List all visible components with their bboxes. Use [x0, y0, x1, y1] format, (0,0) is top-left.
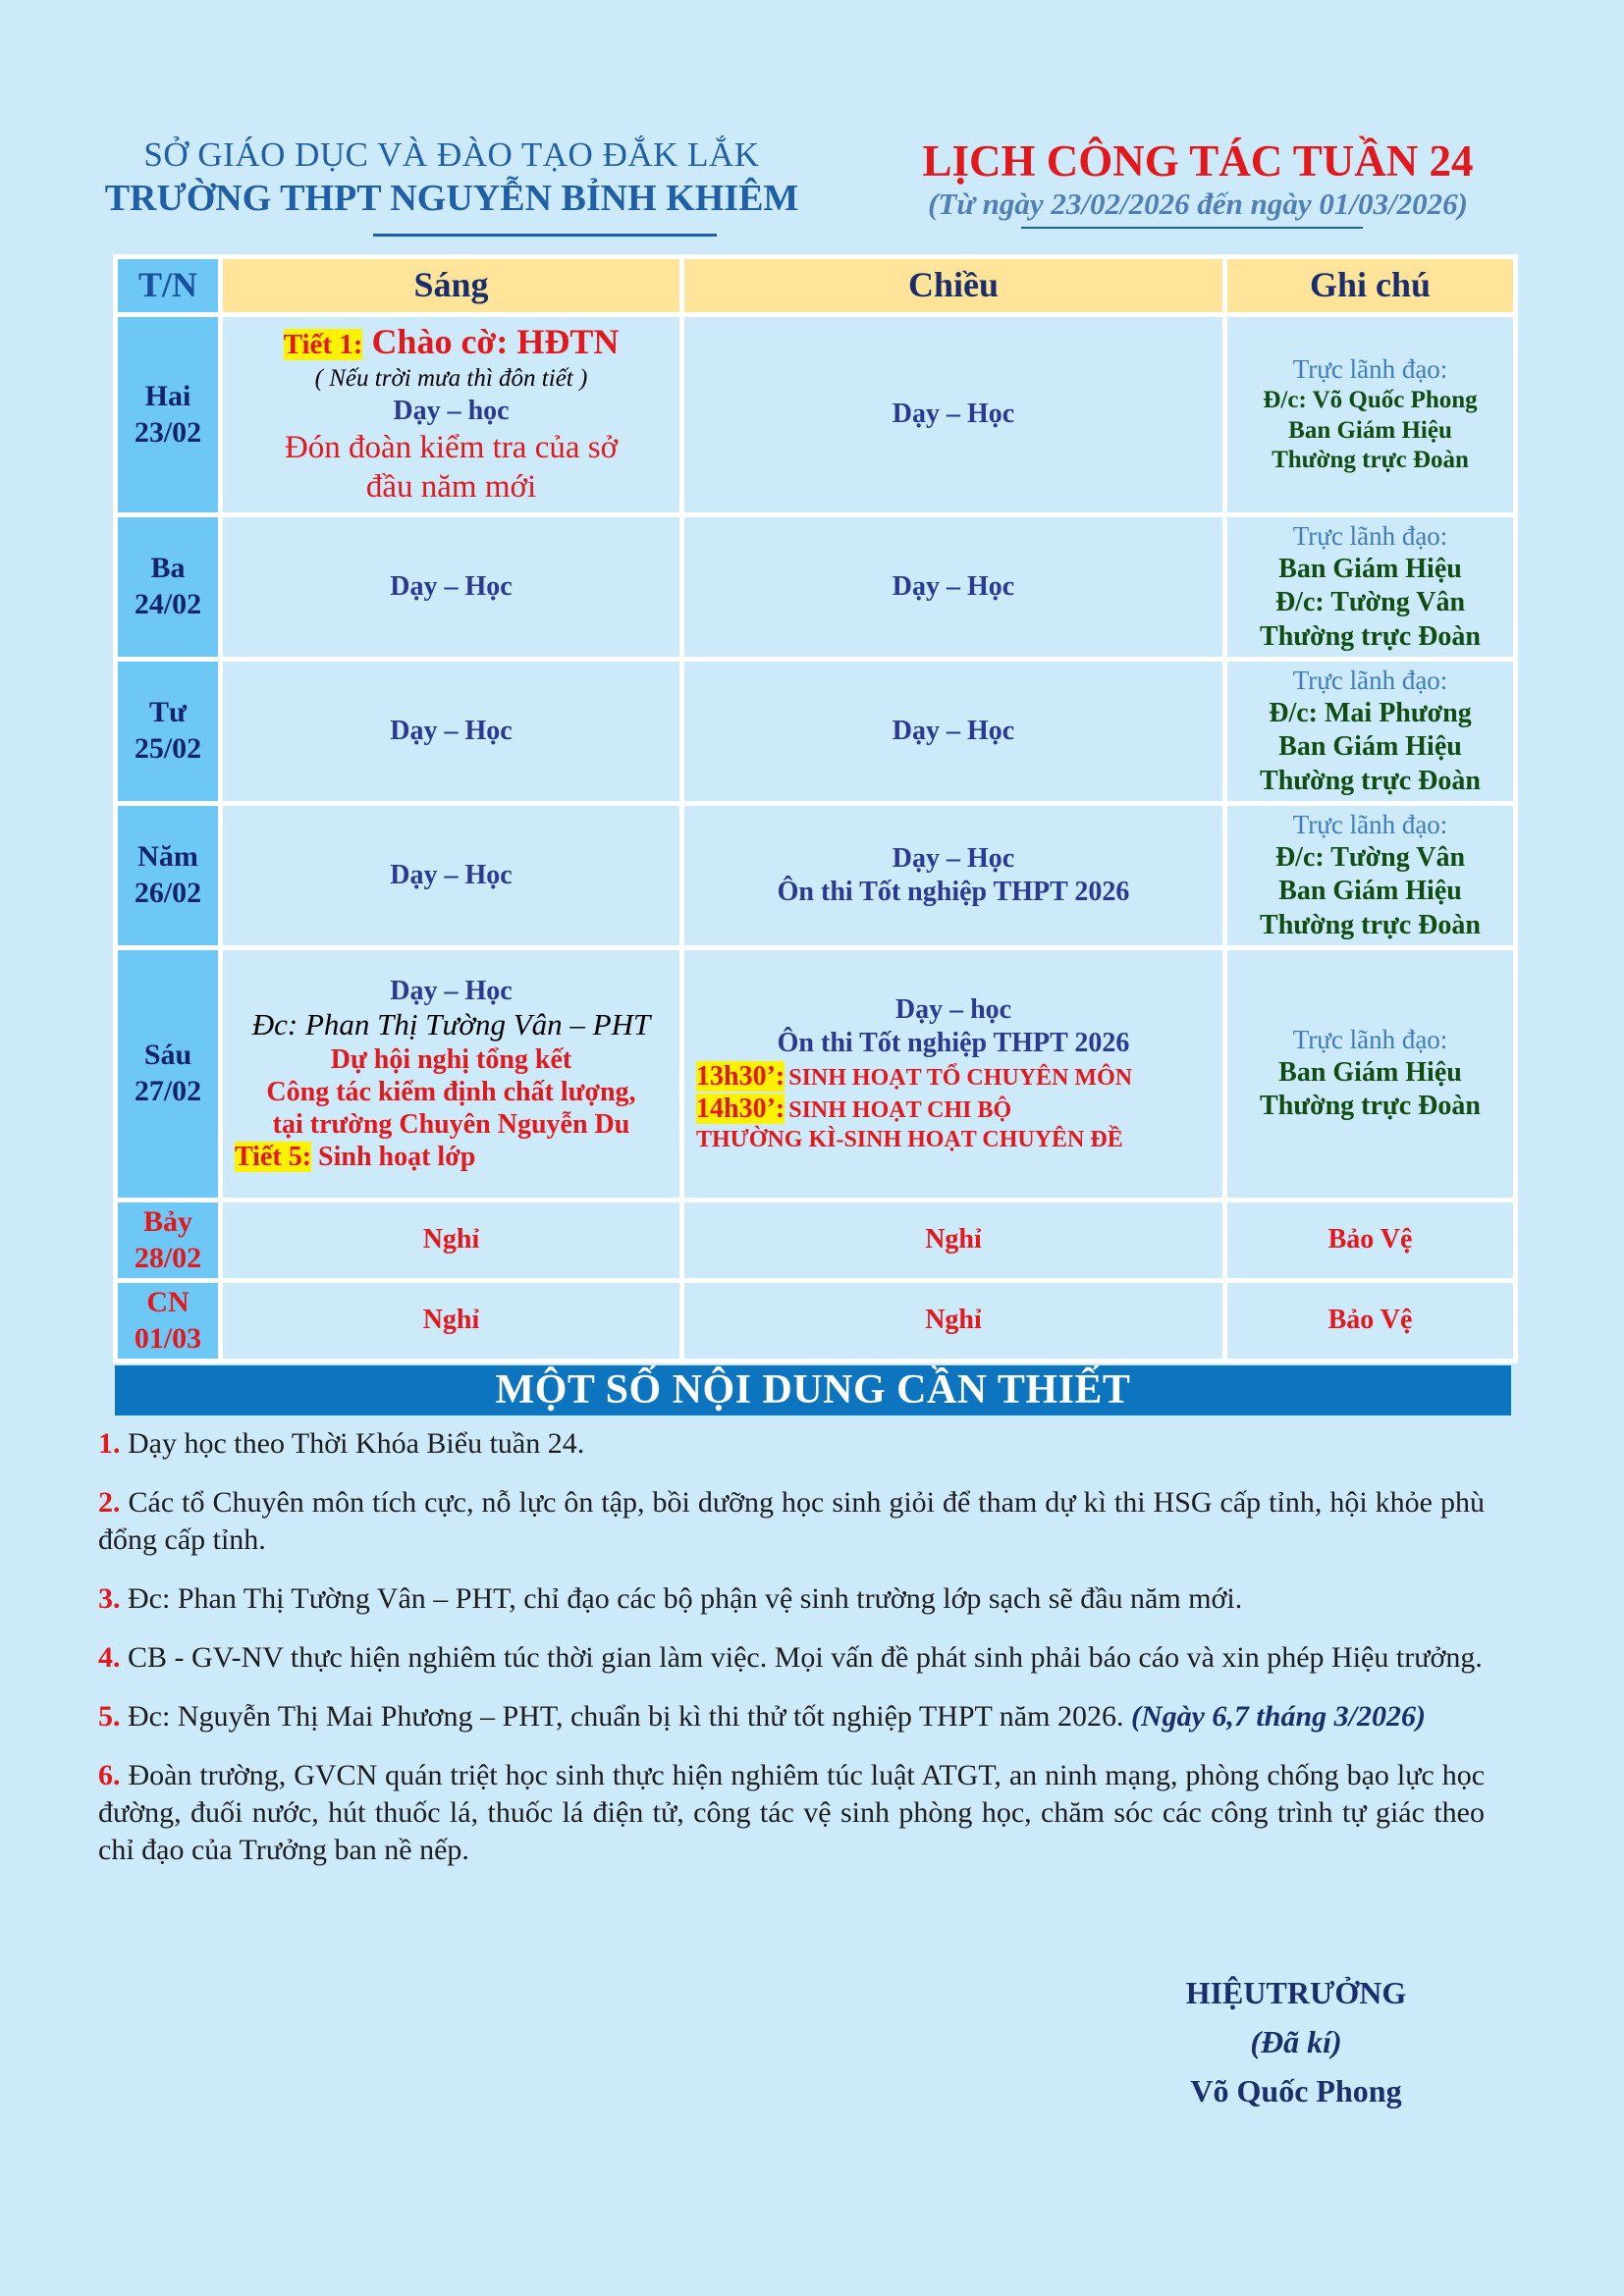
- header-afternoon: Chiều: [682, 257, 1225, 315]
- period-tag: Tiết 1:: [283, 329, 363, 361]
- rain-note: ( Nếu trời mưa thì đôn tiết ): [314, 365, 588, 393]
- morning-cell: [221, 948, 682, 1201]
- note-line: Đ/c: Mai Phương: [1269, 698, 1472, 729]
- day-name: Bảy: [142, 1204, 192, 1238]
- morning-cell: Dạy – Học: [221, 660, 682, 804]
- afternoon-cell: [682, 804, 1225, 948]
- note-cell: Bảo Vệ: [1225, 1281, 1516, 1362]
- header-left: [98, 135, 805, 220]
- day-cell: [116, 1201, 221, 1281]
- table-row: [116, 804, 1516, 948]
- item-number: 4.: [98, 1641, 121, 1674]
- event-text: THƯỜNG KÌ-SINH HOẠT CHUYÊN ĐỀ: [696, 1126, 1123, 1152]
- note-line: Thường trực Đoàn: [1260, 909, 1481, 940]
- note-line: Đ/c: Tường Vân: [1274, 587, 1466, 618]
- school-name: TRƯỜNG THPT NGUYỄN BỈNH KHIÊM: [104, 178, 799, 219]
- header-morning: Sáng: [221, 257, 682, 315]
- inspection-line2: đầu năm mới: [365, 469, 537, 506]
- note-line: Ban Giám Hiệu: [1278, 554, 1462, 585]
- day-cell: [116, 1281, 221, 1362]
- conference-line2: Công tác kiểm định chất lượng,: [266, 1076, 636, 1107]
- note-line: Thường trực Đoàn: [1260, 620, 1481, 652]
- header-right: [884, 135, 1512, 222]
- time-tag: 13h30’:: [696, 1060, 785, 1092]
- morning-cell: Nghỉ: [221, 1281, 682, 1362]
- table-row: [116, 1281, 1516, 1362]
- afternoon-cell: Dạy – Học: [682, 315, 1225, 515]
- list-item: [98, 1639, 1485, 1677]
- table-header-row: [116, 257, 1516, 315]
- section-banner: MỘT SỐ NỘI DUNG CẦN THIẾT: [115, 1365, 1511, 1415]
- signer-role: HIỆUTRƯỞNG: [1185, 1975, 1407, 2010]
- conference-line3: tại trường Chuyên Nguyễn Du: [272, 1108, 630, 1140]
- morning-cell: Dạy – Học: [221, 804, 682, 948]
- note-label: Trực lãnh đạo:: [1292, 354, 1448, 385]
- event-text: SINH HOẠT TỔ CHUYÊN MÔN: [788, 1064, 1133, 1091]
- afternoon-cell: Nghỉ: [682, 1201, 1225, 1281]
- note-cell: [1225, 948, 1516, 1201]
- exam-review-text: Ôn thi Tốt nghiệp THPT 2026: [777, 877, 1130, 907]
- teach-text: Dạy – Học: [892, 842, 1015, 874]
- period-tag: Tiết 5:: [235, 1141, 312, 1172]
- list-item: [98, 1580, 1485, 1618]
- day-date: 25/02: [134, 732, 202, 765]
- item-emphasis: (Ngày 6,7 tháng 3/2026): [1130, 1700, 1426, 1733]
- item-text: Dạy học theo Thời Khóa Biểu tuần 24.: [128, 1427, 585, 1460]
- item-number: 5.: [98, 1700, 121, 1733]
- teach-text: Dạy – Học: [390, 976, 513, 1007]
- day-cell: [116, 315, 221, 515]
- school-underline: [373, 234, 717, 237]
- note-label: Trực lãnh đạo:: [1292, 810, 1448, 840]
- item-text: Đc: Phan Thị Tường Vân – PHT, chỉ đạo các bộ phận vệ sinh trường lớp sạch sẽ đầu năm mới.: [128, 1582, 1243, 1615]
- person-text: Đc: Phan Thị Tường Vân – PHT: [251, 1007, 651, 1042]
- content-list: [98, 1425, 1485, 1891]
- day-name: Tư: [148, 696, 187, 729]
- table-row: [116, 315, 1516, 515]
- page-title: LỊCH CÔNG TÁC TUẦN 24: [922, 136, 1474, 186]
- event-text: SINH HOẠT CHI BỘ: [788, 1097, 1012, 1124]
- day-date: 27/02: [134, 1075, 202, 1107]
- day-date: 24/02: [134, 588, 202, 620]
- morning-cell: Dạy – Học: [221, 515, 682, 660]
- day-cell: [116, 804, 221, 948]
- signer-name: Võ Quốc Phong: [1190, 2073, 1402, 2109]
- day-cell: [116, 660, 221, 804]
- note-line: Thường trực Đoàn: [1260, 1091, 1481, 1122]
- note-line: Đ/c: Tường Vân: [1274, 842, 1466, 874]
- note-line: Thường trực Đoàn: [1272, 447, 1469, 474]
- item-text: CB - GV-NV thực hiện nghiêm túc thời gian làm việc. Mọi vấn đề phát sinh phải báo cáo và xin phép Hiệu trưởng.: [128, 1641, 1483, 1674]
- item-number: 3.: [98, 1582, 121, 1615]
- header-day: T/N: [116, 257, 221, 315]
- table-row: [116, 948, 1516, 1201]
- day-name: Ba: [150, 552, 186, 585]
- note-line: Ban Giám Hiệu: [1278, 1057, 1462, 1089]
- table-row: [116, 1201, 1516, 1281]
- signature-status: (Đã kí): [1250, 2024, 1342, 2059]
- teach-text: Dạy – học: [894, 994, 1012, 1026]
- morning-cell: [221, 315, 682, 515]
- conference-line1: Dự hội nghị tổng kết: [330, 1043, 572, 1075]
- note-line: Ban Giám Hiệu: [1278, 731, 1462, 763]
- afternoon-event-1: [684, 1060, 1222, 1094]
- list-item: [98, 1425, 1485, 1463]
- event-text: Chào cờ: HĐTN: [371, 322, 620, 362]
- item-text: Đoàn trường, GVCN quán triệt học sinh thực hiện nghiêm túc luật ATGT, an ninh mạng, phòng chống bạo lực học đường, đuối nước, hút thuốc lá, thuốc lá điện tử, công tác vệ sinh phòng học, chăm sóc các công trình tự giác theo chỉ đạo của Trưởng ban nề nếp.: [98, 1759, 1486, 1866]
- inspection-line1: Đón đoàn kiểm tra của sở: [284, 430, 619, 466]
- note-label: Trực lãnh đạo:: [1292, 666, 1448, 696]
- afternoon-cell: Nghỉ: [682, 1281, 1225, 1362]
- signature-block: [1119, 1968, 1473, 2115]
- day-date: 01/03: [134, 1321, 202, 1355]
- note-line: Ban Giám Hiệu: [1288, 416, 1452, 444]
- note-cell: [1225, 515, 1516, 660]
- note-line: Ban Giám Hiệu: [1278, 876, 1462, 907]
- list-item: [98, 1698, 1485, 1735]
- afternoon-cell: Dạy – Học: [682, 660, 1225, 804]
- day-name: CN: [146, 1285, 189, 1318]
- morning-event: [223, 322, 679, 364]
- day-name: Năm: [137, 840, 198, 874]
- day-date: 28/02: [134, 1241, 202, 1274]
- note-line: Đ/c: Võ Quốc Phong: [1263, 387, 1478, 414]
- item-number: 2.: [98, 1486, 121, 1519]
- day-date: 23/02: [134, 415, 202, 449]
- class-activity: [223, 1141, 679, 1173]
- afternoon-cell: [682, 948, 1225, 1201]
- note-cell: Bảo Vệ: [1225, 1201, 1516, 1281]
- day-date: 26/02: [134, 877, 202, 909]
- item-text: Đc: Nguyễn Thị Mai Phương – PHT, chuẩn bị kì thi thử tốt nghiệp THPT năm 2026.: [128, 1700, 1124, 1733]
- item-number: 1.: [98, 1427, 121, 1460]
- table-row: [116, 660, 1516, 804]
- table-row: [116, 515, 1516, 660]
- note-cell: [1225, 315, 1516, 515]
- note-line: Thường trực Đoàn: [1260, 765, 1481, 796]
- day-cell: [116, 515, 221, 660]
- afternoon-cell: Dạy – Học: [682, 515, 1225, 660]
- morning-cell: Nghỉ: [221, 1201, 682, 1281]
- day-cell: [116, 948, 221, 1201]
- list-item: [98, 1757, 1485, 1869]
- note-label: Trực lãnh đạo:: [1292, 1025, 1448, 1055]
- time-tag: 14h30’:: [696, 1094, 785, 1125]
- note-cell: [1225, 660, 1516, 804]
- item-number: 6.: [98, 1759, 121, 1791]
- day-name: Sáu: [143, 1039, 192, 1072]
- date-underline: [1021, 227, 1363, 229]
- exam-review-text: Ôn thi Tốt nghiệp THPT 2026: [777, 1028, 1130, 1058]
- day-name: Hai: [144, 379, 191, 412]
- schedule-table: [113, 254, 1518, 1363]
- list-item: [98, 1484, 1485, 1559]
- afternoon-event-2: [684, 1093, 1222, 1126]
- department-name: SỞ GIÁO DỤC VÀ ĐÀO TẠO ĐẮK LẮK: [143, 135, 760, 174]
- note-label: Trực lãnh đạo:: [1292, 521, 1448, 552]
- teach-text: Dạy – học: [393, 395, 510, 426]
- event-text: Sinh hoạt lớp: [318, 1141, 476, 1172]
- date-range: (Từ ngày 23/02/2026 đến ngày 01/03/2026): [928, 187, 1468, 221]
- item-text: Các tổ Chuyên môn tích cực, nỗ lực ôn tập, bồi dưỡng học sinh giỏi để tham dự kì thi HSG cấp tỉnh, hội khỏe phù đổng cấp tỉnh.: [98, 1486, 1485, 1556]
- note-cell: [1225, 804, 1516, 948]
- header-notes: Ghi chú: [1225, 257, 1516, 315]
